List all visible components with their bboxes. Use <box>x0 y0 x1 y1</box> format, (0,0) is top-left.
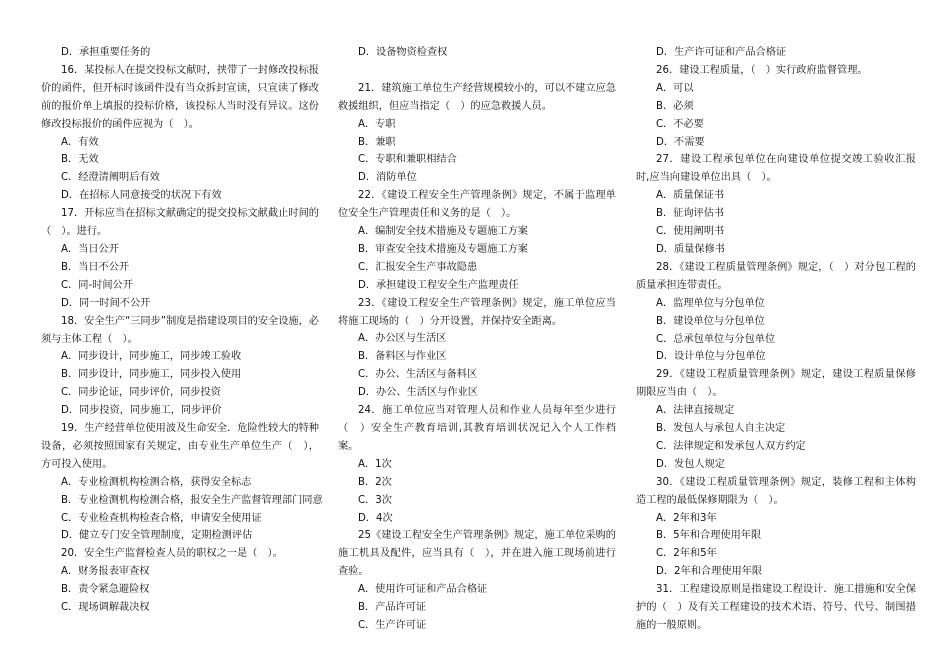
answer-option: A．专业检测机构检测合格，获得安全标志 <box>61 476 252 488</box>
answer-option: D．4次 <box>358 512 393 524</box>
question-text: 29．《建设工程质量管理条例》规定，建设工程质量保修期限应当由（ ）。 <box>636 369 916 399</box>
answer-option: B．发包人与承包人自主决定 <box>656 423 786 435</box>
question-text: 31．工程建设原则是指建设工程设计．施工措施和安全保护的（ ）及有关工程建设的技术术语、符号、代号、制图措施的一般原则。 <box>636 584 916 631</box>
answer-option: B．当日不公开 <box>61 261 130 273</box>
answer-option: D．消防单位 <box>358 172 417 184</box>
answer-option: D．承担建设工程安全生产监理责任 <box>358 279 519 291</box>
answer-option: C．生产许可证 <box>358 619 427 631</box>
question-text: 26．建设工程质量，（ ）实行政府监督管理。 <box>656 64 868 76</box>
answer-option: B．责令紧急避险权 <box>61 584 150 596</box>
answer-option: C．总承包单位与分包单位 <box>656 333 776 345</box>
column-1 <box>41 44 323 617</box>
answer-option: C．经澄清阐明后有效 <box>61 172 160 184</box>
answer-option: C．同-时间公开 <box>61 279 133 291</box>
answer-option: A．法律直接规定 <box>656 405 735 417</box>
answer-option: A．编制安全技术措施及专题施工方案 <box>358 226 528 238</box>
column-3 <box>636 44 916 635</box>
answer-option: C．办公、生活区与备料区 <box>358 369 478 381</box>
question-text: 18．安全生产“三同步”制度是指建设项目的安全设施，必须与主体工程（ ）。 <box>41 315 319 345</box>
answer-option: B．建设单位与分包单位 <box>656 315 765 327</box>
answer-option: D．承担重要任务的 <box>61 47 151 58</box>
question-text: 27．建设工程承包单位在向建设单位提交竣工验收汇报时,应当向建设单位出具（ ）。 <box>636 154 916 184</box>
question-text: 22．《建设工程安全生产管理条例》规定，不属于监理单位安全生产管理责任和义务的是（ ）。 <box>338 190 616 220</box>
answer-option: C．现场调解裁决权 <box>61 602 150 614</box>
answer-option: A．质量保证书 <box>656 190 725 202</box>
answer-option: A．办公区与生活区 <box>358 333 447 345</box>
answer-option: B．专业检测机构检测合格，报安全生产监督管理部门同意 <box>61 494 323 506</box>
answer-option: D．办公、生活区与作业区 <box>358 387 478 399</box>
answer-option: C．不必要 <box>656 118 704 130</box>
answer-option: C．使用阐明书 <box>656 226 725 238</box>
answer-option: D．质量保修书 <box>656 243 725 255</box>
question-text: 16．某投标人在提交投标文献时，挟带了一封修改投标报价的函件，但开标时该函件没有当众拆封宣读，只宣读了修改前的报价单上填报的投标价格，该投标人当时没有异议。这份修改投标报价的函件应视为（ ）。 <box>41 64 319 130</box>
answer-option: B．必须 <box>656 100 694 112</box>
answer-option: A．监理单位与分包单位 <box>656 297 765 309</box>
answer-option: A．2年和3年 <box>656 512 717 524</box>
answer-option: B．备料区与作业区 <box>358 351 447 363</box>
answer-option: D．在招标人同意接受的状况下有效 <box>61 190 222 202</box>
column-2 <box>338 44 616 635</box>
answer-option: C．同步论证，同步评价，同步投资 <box>61 387 221 399</box>
answer-option: B．征询评估书 <box>656 208 725 220</box>
answer-option: D．设计单位与分包单位 <box>656 351 766 363</box>
answer-option: A．1次 <box>358 458 392 470</box>
answer-option: D．2年和合理使用年限 <box>656 566 763 578</box>
spacer <box>338 62 616 80</box>
answer-option: C．3次 <box>358 494 392 506</box>
answer-option: C．专业检查机构检查合格，申请安全使用证 <box>61 512 262 524</box>
answer-option: A．使用许可证和产品合格证 <box>358 584 488 596</box>
answer-option: A．财务报表审查权 <box>61 566 150 578</box>
answer-option: B．5年和合理使用年限 <box>656 530 762 542</box>
answer-option: B．2次 <box>358 476 392 488</box>
answer-option: D．不需要 <box>656 136 705 148</box>
answer-option: B．审查安全技术措施及专题施工方案 <box>358 243 528 255</box>
answer-option: A．专职 <box>358 118 396 130</box>
answer-option: A．同步设计，同步施工，同步竣工验收 <box>61 351 242 363</box>
answer-option: D．发包人规定 <box>656 458 725 470</box>
answer-option: D．同步投资，同步施工，同步评价 <box>61 405 222 417</box>
answer-option: C．2年和5年 <box>656 548 717 560</box>
question-text: 30．《建设工程质量管理条例》规定，装修工程和主体构造工程的最低保修期限为（ ）。 <box>636 476 916 506</box>
answer-option: D．同一时间不公开 <box>61 297 151 309</box>
answer-option: C．法律规定和发承包人双方约定 <box>656 440 806 452</box>
answer-option: C．专职和兼职相结合 <box>358 154 457 166</box>
answer-option: B．产品许可证 <box>358 602 427 614</box>
answer-option: A．可以 <box>656 82 694 94</box>
question-text: 24．施工单位应当对管理人员和作业人员每年至少进行（ ）安全生产教育培训,其教育培训状况记入个人工作档案。 <box>338 405 616 452</box>
answer-option: B．兼职 <box>358 136 396 148</box>
question-text: 23．《建设工程安全生产管理条例》规定，施工单位应当将施工现场的（ ）分开设置，并保持安全距离。 <box>338 297 616 327</box>
question-text: 21．建筑施工单位生产经营规模较小的，可以不建立应急救援组织，但应当指定（ ）的应急救援人员。 <box>338 82 616 112</box>
question-text: 19．生产经营单位使用波及生命安全．危险性较大的特种设备，必须按照国家有关规定，由专业生产单位生产（ ），方可投入使用。 <box>41 423 319 470</box>
answer-option: A．当日公开 <box>61 243 119 255</box>
answer-option: D．生产许可证和产品合格证 <box>656 47 787 58</box>
question-text: 28．《建设工程质量管理条例》规定，（ ）对分包工程的质量承担连带责任。 <box>636 261 916 291</box>
answer-option: C．汇报安全生产事故隐患 <box>358 261 478 273</box>
answer-option: D．设备物资检查权 <box>358 47 448 58</box>
answer-option: B．无效 <box>61 154 99 166</box>
question-text: 17．开标应当在招标文献确定的提交投标文献截止时间的（ ）。进行。 <box>41 208 319 238</box>
answer-option: A．有效 <box>61 136 99 148</box>
answer-option: D．健立专门安全管理制度，定期检测评估 <box>61 530 253 542</box>
answer-option: B．同步设计，同步施工，同步投入使用 <box>61 369 242 381</box>
question-text: 25《建设工程安全生产管理条例》规定，施工单位采购的施工机具及配件，应当具有（ ），并在进入施工现场前进行查验。 <box>338 530 616 578</box>
question-text: 20．安全生产监督检查人员的职权之一是（ ）。 <box>61 548 283 560</box>
